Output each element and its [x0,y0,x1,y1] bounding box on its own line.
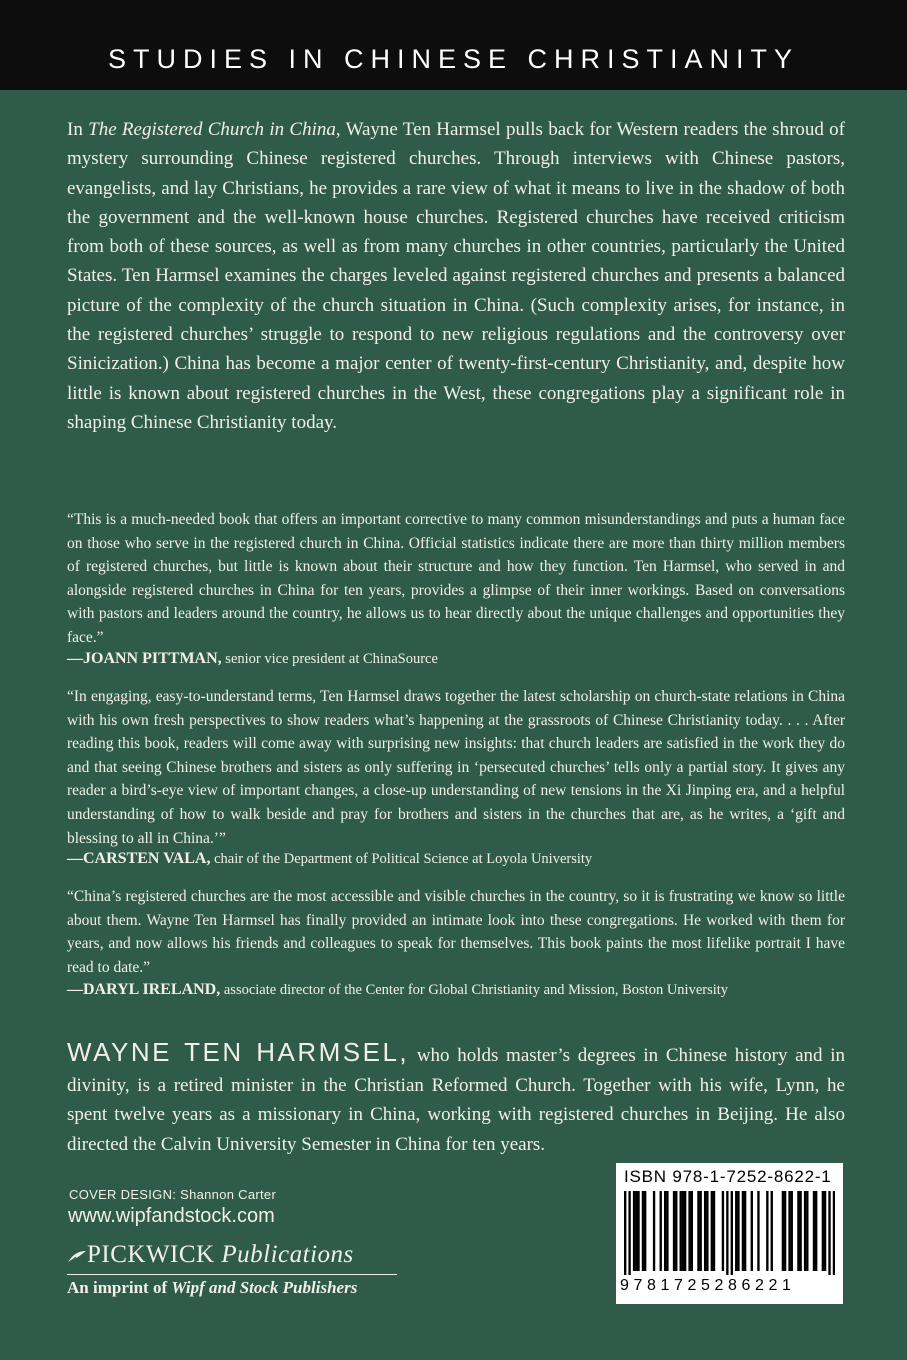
barcode-bar [833,1191,835,1275]
barcode-bar [711,1191,713,1271]
barcode-bar [644,1191,646,1271]
barcode-digits: 9781725286221 [620,1277,796,1294]
barcode-bar [635,1191,637,1271]
author-name: WAYNE TEN HARMSEL, [67,1037,410,1067]
endorser-name: —JOANN PITTMAN, [67,650,222,667]
barcode-bar [642,1191,644,1271]
description-lead: In [67,119,89,140]
barcode-bars [624,1191,835,1275]
barcode-bar [744,1191,746,1271]
barcode-bar [722,1191,724,1271]
author-bio [67,1038,845,1159]
endorsement-attribution [67,981,857,999]
barcode-bar [737,1191,739,1271]
barcode-bar [771,1191,773,1271]
barcode-bar [799,1191,801,1271]
barcode-bar [751,1191,753,1271]
barcode-bar [684,1191,686,1271]
barcode-bar [815,1191,817,1271]
endorser-title: senior vice president at ChinaSource [221,651,438,667]
barcode-bar [653,1191,655,1271]
barcode-bar [700,1191,702,1271]
publisher-logo [67,1240,397,1275]
barcode-bar [782,1191,784,1271]
barcode-bar [784,1191,786,1271]
barcode-bar [704,1191,706,1271]
barcode-bar [637,1191,639,1271]
barcode-bar [682,1191,684,1271]
book-title: The Registered Church in China [88,119,336,140]
publisher-name: PICKWICK Publications [87,1241,354,1268]
endorsement-attribution [67,850,857,868]
barcode-bar [813,1191,815,1271]
barcode-bar [822,1191,824,1271]
barcode-bar [688,1191,690,1271]
barcode-bar [742,1191,744,1271]
endorsement-quote: “China’s registered churches are the most accessible and visible churches in the country, so it is frustrating we know so little about them. Wayne Ten Harmsel has finally provided an intimate look into these congregations. He worked with them for years, and now allows his friends and colleagues to speak for themselves. This book paints the most lifelike portrait I have read to date.” [67,888,845,976]
endorsement-quote: “In engaging, easy-to-understand terms, Ten Harmsel draws together the latest scholarship on church-state relations in China with his own fresh perspectives to show readers what’s happening at the grassroots of Chinese Christianity today. . . . After reading this book, readers will come away with surprising new insights: that church leaders are satisfied in the work they do and that seeing Chinese brothers and sisters as only suffering in ‘persecuted churches’ tells only a partial story. It gives any reader a bird’s-eye view of important changes, a close-up understanding of new tensions in the Xi Jinping era, and a helpful understanding of how to walk beside and pray for brothers and sisters in the churches that are, as he writes, a ‘gift and blessing to all in China.’” [67,688,845,847]
description-body: , Wayne Ten Harmsel pulls back for Western readers the shroud of mystery surrounding Chinese registered churches. Through interviews with Chinese pastors, evangelists, and lay Christians, he provides a rare view of what it means to live in the shadow of both the government and the well-known house churches. Registered churches have received criticism from both of these sources, as well as from many churches in other countries, particularly the United States. Ten Harmsel examines the charges leveled against registered churches and presents a balanced picture of the complexity of the church situation in China. (Such complexity arises, for instance, in the registered churches’ struggle to respond to new religious regulations and the controversy over Sinicization.) China has become a major center of twenty-first-century Christianity, and, despite how little is known about registered churches in the West, these congregations play a significant role in shaping Chinese Christianity today. [67,119,846,433]
endorser-title: associate director of the Center for Global Christianity and Mission, Boston University [220,982,729,998]
barcode-bar [666,1191,668,1271]
series-title: STUDIES IN CHINESE CHRISTIANITY [107,44,800,74]
barcode-bar [697,1191,699,1271]
isbn-label: ISBN 978-1-7252-8622-1 [624,1167,832,1186]
barcode-bar [731,1191,733,1275]
isbn-barcode [616,1163,843,1304]
barcode-bar [624,1191,626,1275]
barcode-bar [628,1191,630,1275]
barcode-bar [791,1191,793,1271]
barcode-bar [660,1191,662,1271]
barcode-bar [828,1191,830,1275]
barcode-bar [735,1191,737,1271]
endorsement-quote: “This is a much-needed book that offers an important corrective to many common misunderstandings and puts a human face on those who serve in the registered church in China. Official statistics indicate there are more than thirty million members of registered churches, but little is known about their structure and how they function. Ten Harmsel, who served in and alongside registered churches in China for ten years, provides a glimpse of their inner workings. Based on conversations with pastors and leaders around the country, he allows us to hear directly about the unique challenges and opportunities they face.” [67,511,845,646]
barcode-bar [797,1191,799,1271]
author-bio-text: who holds master’s degrees in Chinese history and in divinity, is a retired minister in the Christian Reformed Church. Together with his wife, Lynn, he spent twelve years as a missionary in China, working with registered churches in Beijing. He also directed the Calvin University Semester in China for ten years. [67,1045,845,1155]
endorser-title: chair of the Department of Political Science at Loyola University [210,851,593,867]
barcode-bar [680,1191,682,1271]
barcode-bar [691,1191,693,1271]
barcode-bar [726,1191,728,1275]
feather-quill-icon [67,1250,87,1264]
publisher-website: www.wipfandstock.com [68,1205,275,1227]
book-description [67,115,845,437]
barcode-bar [806,1191,808,1271]
endorser-name: —DARYL IRELAND, [67,981,221,998]
cover-design-credit: COVER DESIGN: Shannon Carter [69,1187,277,1202]
barcode-bar [673,1191,675,1271]
barcode-bar [713,1191,715,1271]
barcode-bar [804,1191,806,1271]
barcode-bar [706,1191,708,1271]
barcode-bar [675,1191,677,1271]
imprint-line: An imprint of Wipf and Stock Publishers [67,1278,358,1297]
barcode-bar [664,1191,666,1271]
endorsement-attribution [67,650,857,668]
series-banner [0,0,907,90]
endorser-name: —CARSTEN VALA, [67,850,211,867]
barcode-bar [633,1191,635,1271]
barcode-bar [788,1191,790,1271]
barcode-bar [824,1191,826,1271]
barcode-bar [766,1191,768,1271]
barcode-bar [757,1191,759,1271]
